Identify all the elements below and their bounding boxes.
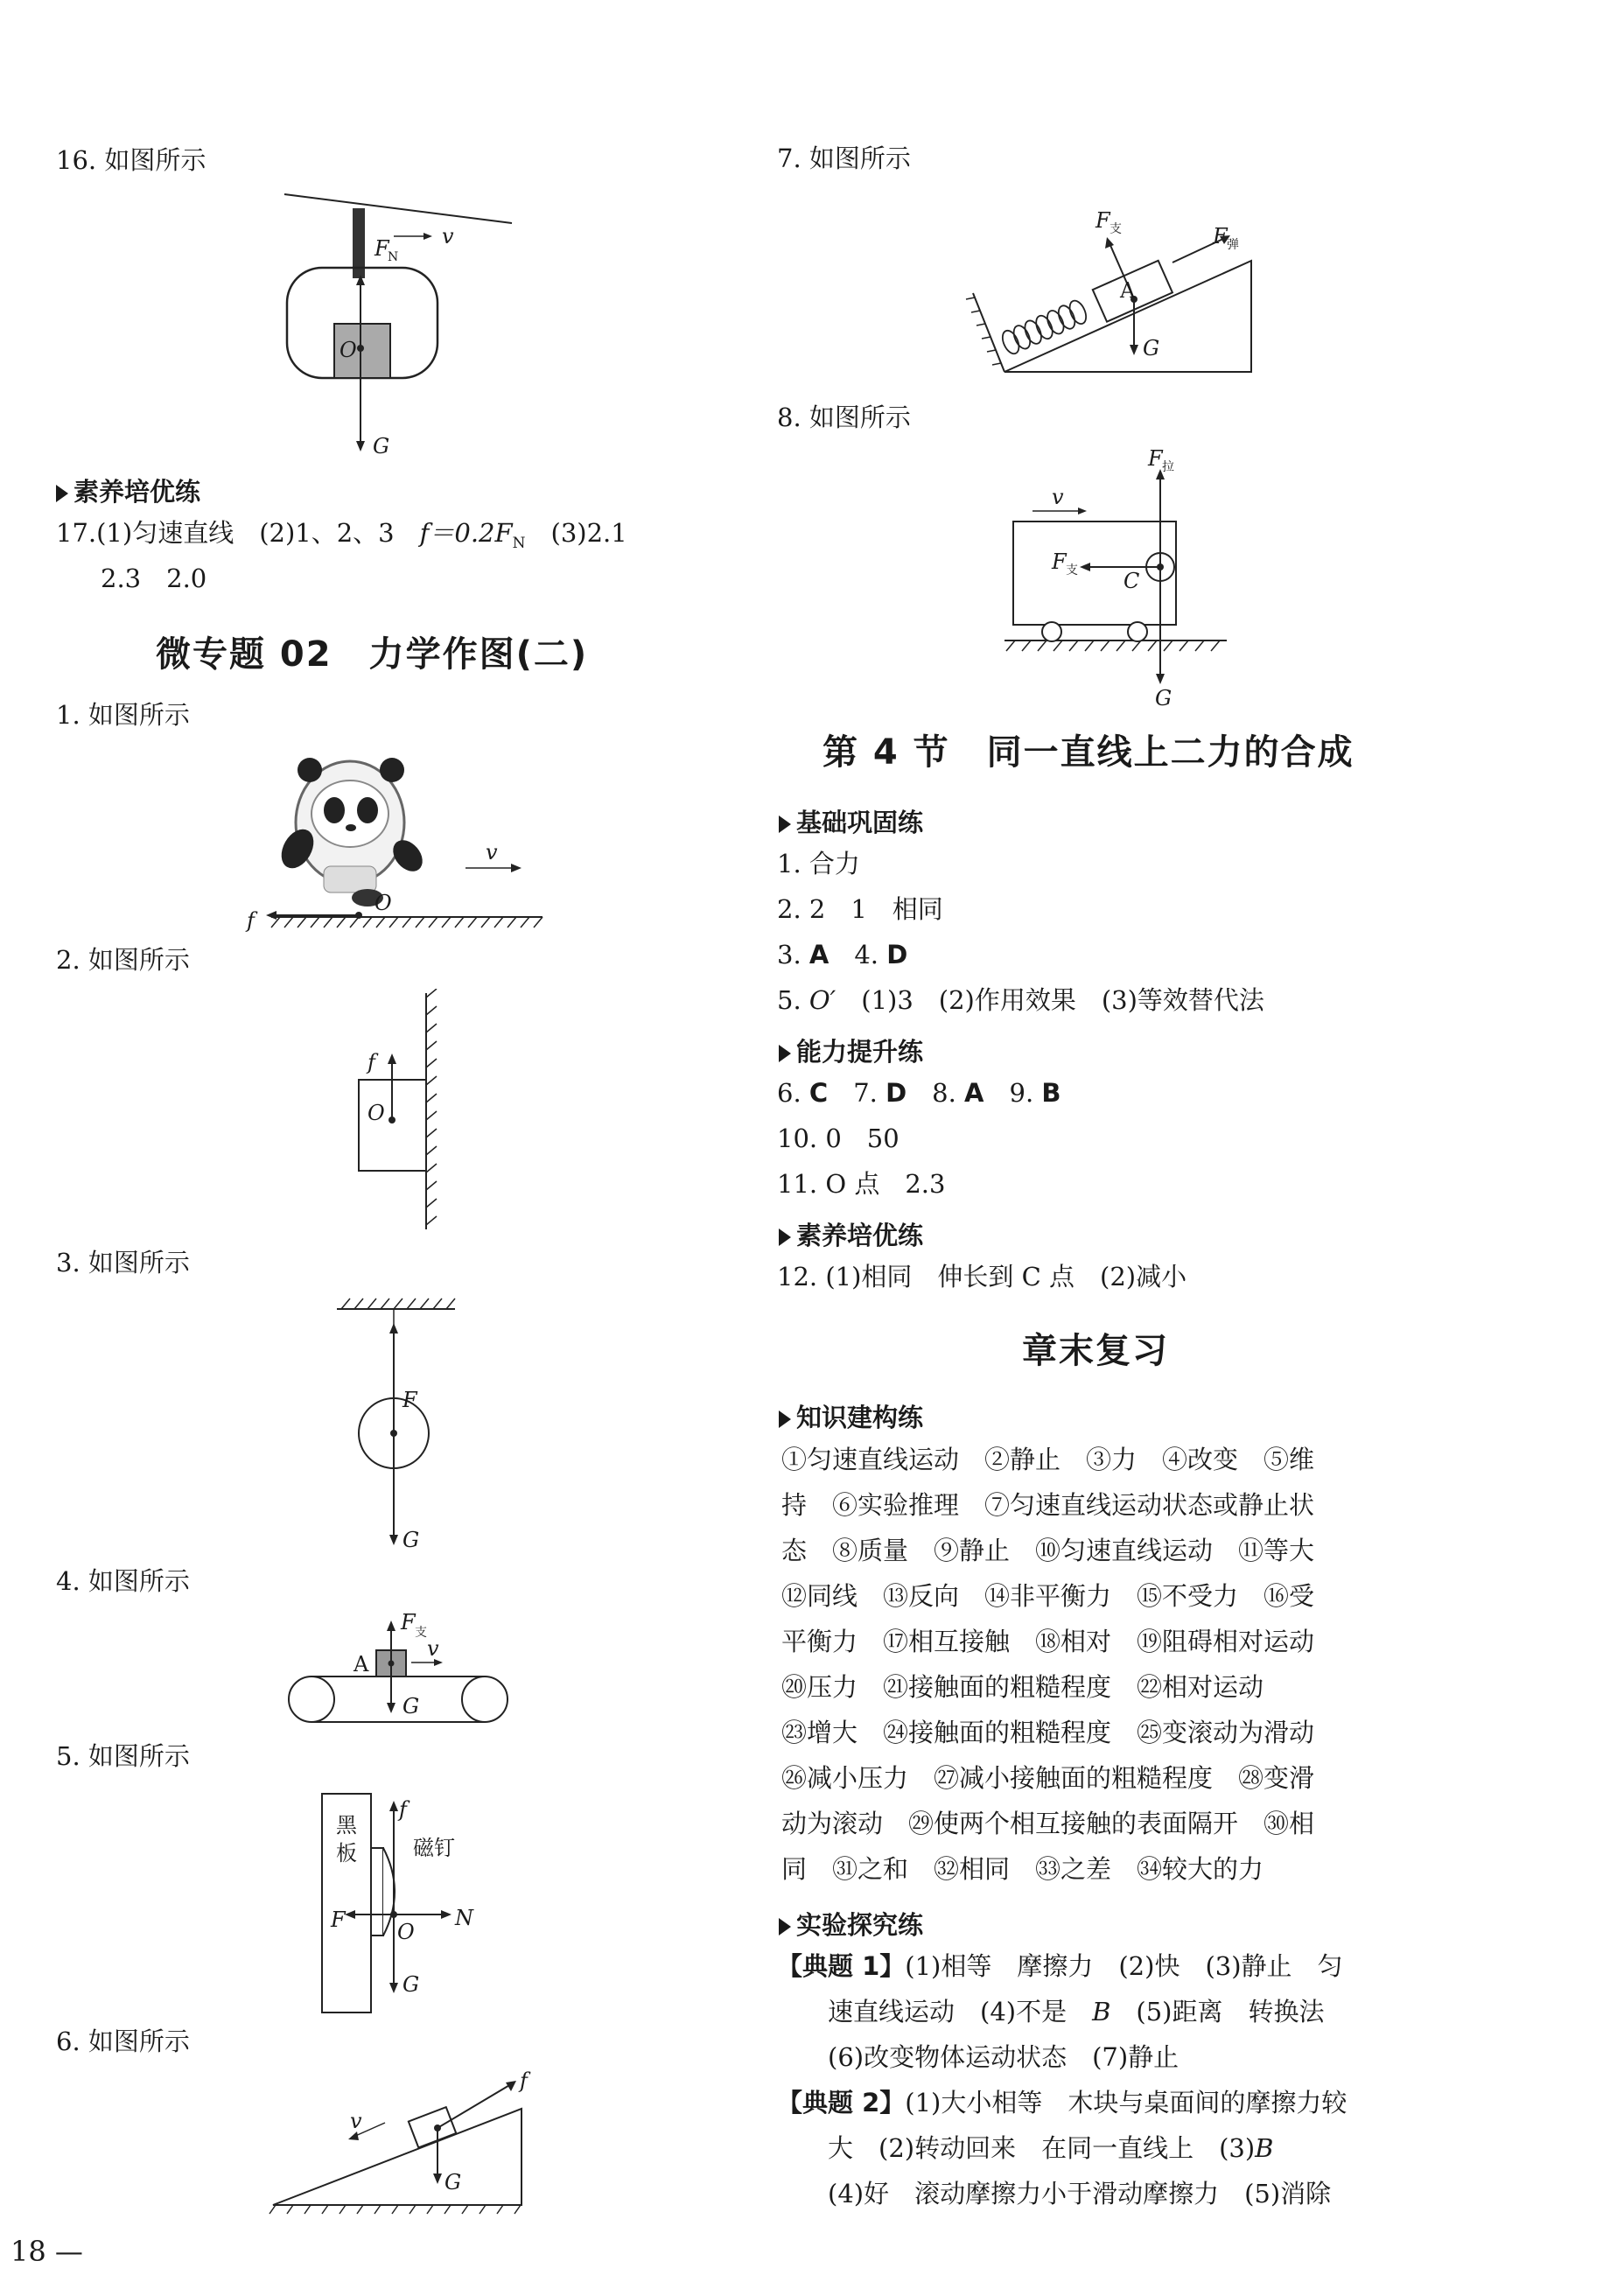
- zhishi-line: 态 ⑧质量 ⑨静止 ⑩匀速直线运动 ⑪等大: [781, 1536, 1315, 1565]
- figure-7-spring-incline: [962, 201, 1260, 385]
- title-chapter-review: 章末复习: [1022, 1331, 1169, 1371]
- svg-text:v: v: [442, 224, 454, 248]
- svg-text:f: f: [399, 1797, 407, 1822]
- svg-text:支: 支: [1110, 222, 1122, 236]
- svg-text:C: C: [1124, 569, 1140, 593]
- svg-text:v: v: [1052, 485, 1064, 509]
- zhishi-line: ㉓增大 ㉔接触面的粗糙程度 ㉕变滚动为滑动: [781, 1718, 1315, 1747]
- answer-10: 10. 0 50: [777, 1124, 900, 1153]
- q3-label: 3. 如图所示: [56, 1248, 190, 1278]
- svg-text:磁钉: 磁钉: [413, 1836, 455, 1860]
- dian1-line3: (6)改变物体运动状态 (7)静止: [828, 2042, 1180, 2072]
- q16-label: 16. 如图所示: [56, 145, 206, 175]
- svg-text:黑: 黑: [336, 1813, 357, 1838]
- svg-text:拉: 拉: [1162, 460, 1174, 474]
- svg-text:支: 支: [415, 1626, 427, 1640]
- figure-3-hanging-ball: [332, 1293, 472, 1556]
- svg-text:O: O: [368, 1101, 385, 1125]
- answer-12: 12. (1)相同 伸长到 C 点 (2)减小: [777, 1262, 1187, 1292]
- svg-text:F: F: [401, 1610, 416, 1634]
- answer-5: 5. O′ (1)3 (2)作用效果 (3)等效替代法: [777, 985, 1264, 1015]
- zhishi-line: 同 ㉛之和 ㉜相同 ㉝之差 ㉞较大的力: [781, 1854, 1264, 1884]
- q5-label: 5. 如图所示: [56, 1741, 190, 1771]
- answer-17-line2: 2.3 2.0: [101, 564, 207, 593]
- answer-2: 2. 2 1 相同: [777, 894, 943, 924]
- svg-text:G: G: [1143, 336, 1160, 360]
- mascot-illustration: [275, 758, 428, 906]
- figure-2-block-wall: [332, 989, 455, 1234]
- svg-text:F: F: [1096, 208, 1110, 233]
- svg-text:G: G: [402, 1972, 420, 1997]
- svg-text:f: f: [247, 908, 255, 933]
- figure-5-blackboard-magnet: [315, 1785, 508, 2021]
- svg-text:v: v: [350, 2109, 362, 2133]
- dian2-line1: 【典题 2】(1)大小相等 木块与桌面间的摩擦力较: [777, 2088, 1348, 2118]
- section-nengli: 能力提升练: [779, 1032, 923, 1068]
- zhishi-line: 持 ⑥实验推理 ⑦匀速直线运动状态或静止状: [781, 1490, 1315, 1520]
- section-zhishi: 知识建构练: [779, 1398, 923, 1434]
- svg-text:F: F: [331, 1908, 346, 1932]
- svg-text:O: O: [374, 891, 392, 915]
- svg-text:支: 支: [1066, 564, 1078, 578]
- dian2-line3: (4)好 滚动摩擦力小于滑动摩擦力 (5)消除: [828, 2179, 1332, 2208]
- zhishi-line: ㉖减小压力 ㉗减小接触面的粗糙程度 ㉘变滑: [781, 1763, 1315, 1793]
- svg-text:G: G: [444, 2170, 462, 2194]
- svg-text:O: O: [397, 1920, 415, 1944]
- svg-text:v: v: [427, 1636, 439, 1661]
- q7-label: 7. 如图所示: [777, 144, 911, 173]
- zhishi-line: 平衡力 ⑰相互接触 ⑱相对 ⑲阻碍相对运动: [781, 1627, 1315, 1656]
- svg-text:G: G: [402, 1694, 420, 1718]
- q6-label: 6. 如图所示: [56, 2026, 190, 2056]
- svg-text:F: F: [1213, 224, 1228, 248]
- title-section-4: 第 4 节 同一直线上二力的合成: [822, 732, 1354, 773]
- answer-6-9: 6. C 7. D 8. A 9. B: [777, 1078, 1061, 1108]
- svg-text:N: N: [455, 1906, 473, 1930]
- dian1-line2: 速直线运动 (4)不是 B (5)距离 转换法: [828, 1997, 1325, 2026]
- section-suyang-right: 素养培优练: [779, 1216, 923, 1252]
- svg-text:O: O: [340, 338, 357, 362]
- title-micro-topic: 微专题 02 力学作图(二): [156, 634, 589, 675]
- svg-text:F: F: [1052, 550, 1067, 574]
- section-shiyan: 实验探究练: [779, 1906, 923, 1942]
- page-number: 18 —: [10, 2235, 83, 2268]
- svg-text:G: G: [402, 1528, 420, 1552]
- zhishi-line: ⑫同线 ⑬反向 ⑭非平衡力 ⑮不受力 ⑯受: [781, 1581, 1315, 1611]
- svg-text:A: A: [1120, 278, 1136, 303]
- dian1-line1: 【典题 1】(1)相等 摩擦力 (2)快 (3)静止 匀: [777, 1951, 1343, 1981]
- section-suyang-left: 素养培优练: [56, 472, 200, 508]
- zhishi-line: 动为滚动 ㉙使两个相互接触的表面隔开 ㉚相: [781, 1809, 1315, 1838]
- svg-text:F: F: [402, 1388, 417, 1412]
- svg-text:板: 板: [336, 1841, 357, 1866]
- svg-text:弹: 弹: [1227, 238, 1239, 252]
- zhishi-line: ①匀速直线运动 ②静止 ③力 ④改变 ⑤维: [781, 1445, 1315, 1474]
- svg-text:N: N: [388, 250, 399, 264]
- svg-text:f: f: [520, 2068, 528, 2093]
- dian2-line2: 大 (2)转动回来 在同一直线上 (3)B: [828, 2133, 1274, 2163]
- q2-label: 2. 如图所示: [56, 945, 190, 975]
- figure-1-mascot: [236, 744, 560, 936]
- svg-text:G: G: [373, 434, 390, 458]
- svg-text:v: v: [486, 840, 498, 864]
- q4-label: 4. 如图所示: [56, 1566, 190, 1596]
- answer-17-line1: 17.(1)匀速直线 (2)1、2、3 $f=0.2F_N$ (3)2.1: [56, 518, 627, 552]
- figure-4-conveyor: [280, 1610, 516, 1741]
- zhishi-line: ⑳压力 ㉑接触面的粗糙程度 ㉒相对运动: [781, 1672, 1264, 1702]
- svg-text:G: G: [1155, 686, 1172, 709]
- svg-text:A: A: [354, 1652, 369, 1676]
- q8-label: 8. 如图所示: [777, 402, 911, 432]
- section-jichu: 基础巩固练: [779, 803, 923, 839]
- svg-text:f: f: [368, 1050, 375, 1074]
- figure-16-cable-car: [262, 184, 525, 464]
- zhishi-paragraph: [781, 1437, 1433, 1892]
- q1-label: 1. 如图所示: [56, 700, 190, 730]
- label-fn: F: [374, 236, 389, 261]
- figure-8-cart: [998, 446, 1251, 709]
- answer-3-4: 3. A 4. D: [777, 940, 908, 970]
- answer-1: 1. 合力: [777, 849, 860, 878]
- svg-text:F: F: [1148, 446, 1163, 471]
- answer-11: 11. O 点 2.3: [777, 1169, 946, 1199]
- figure-6-incline-block: [262, 2065, 542, 2222]
